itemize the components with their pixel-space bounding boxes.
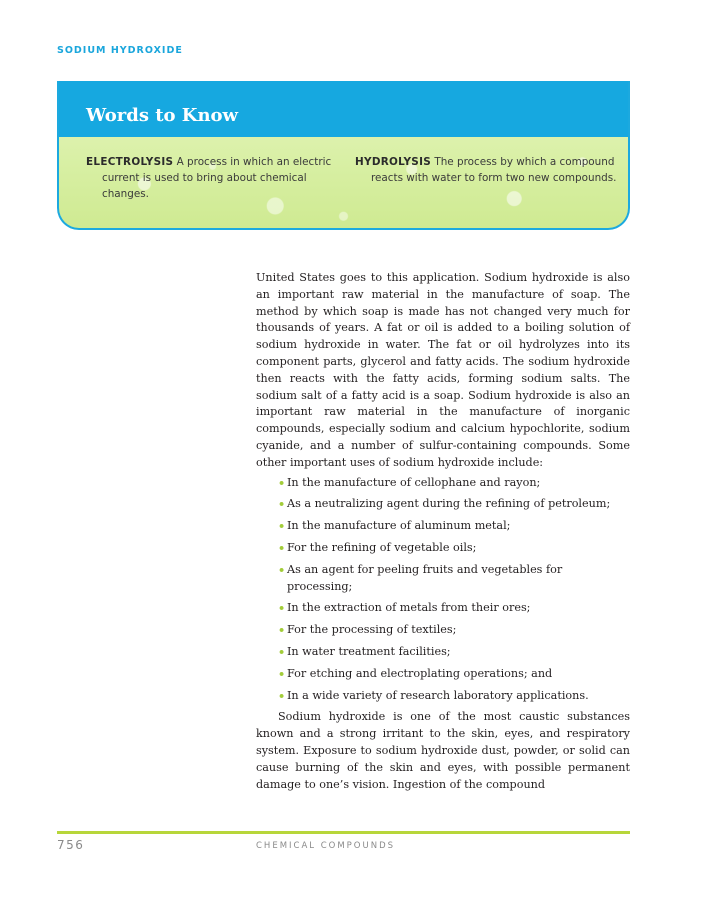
list-item	[256, 600, 630, 617]
running-head: SODIUM HYDROXIDE	[57, 45, 183, 56]
definition-text: A process in which an electric current is used to bring about chemical changes.	[102, 156, 332, 200]
bullet-icon: •	[278, 666, 286, 681]
uses-list	[256, 475, 630, 705]
definition-term: HYDROLYSIS	[355, 156, 432, 168]
words-to-know-box	[57, 81, 630, 230]
list-item-text: In water treatment facilities;	[287, 644, 451, 658]
list-item-text: As an agent for peeling fruits and vegetables for processing;	[287, 562, 563, 593]
page-number: 756	[57, 838, 85, 852]
list-item-text: In the extraction of metals from their ores;	[287, 601, 531, 615]
list-item-text: As a neutralizing agent during the refining of petroleum;	[287, 497, 611, 511]
list-item-text: For etching and electroplating operations; and	[287, 666, 553, 680]
bullet-icon: •	[278, 562, 286, 577]
list-item	[256, 540, 630, 557]
definition-term: ELECTROLYSIS	[86, 156, 174, 168]
bullet-icon: •	[278, 540, 286, 555]
list-item	[256, 562, 630, 596]
bullet-icon: •	[278, 475, 286, 490]
list-item-text: In the manufacture of cellophane and rayon;	[287, 475, 541, 489]
bullet-icon: •	[278, 519, 286, 534]
bullet-icon: •	[278, 623, 286, 638]
list-item-text: In the manufacture of aluminum metal;	[287, 519, 511, 533]
list-item	[256, 518, 630, 535]
list-item	[256, 496, 630, 513]
body-text	[256, 270, 630, 793]
list-item	[256, 644, 630, 661]
list-item	[256, 666, 630, 683]
bullet-icon: •	[278, 644, 286, 659]
bullet-icon: •	[278, 497, 286, 512]
bullet-icon: •	[278, 688, 286, 703]
list-item	[256, 475, 630, 492]
definition-electrolysis	[86, 154, 352, 202]
words-to-know-title: Words to Know	[86, 105, 239, 126]
definition-text: The process by which a compound reacts with water to form two new compounds.	[371, 156, 617, 184]
definition-hydrolysis	[355, 154, 621, 186]
intro-paragraph: United States goes to this application. Sodium hydroxide is also an important raw material in the manufacture of soap. The method by which soap is made has not changed very much for thousands of years. A fat or oil is added to a boiling solution of sodium hydroxide in water. The fat or oil hydrolyzes into its component parts, glycerol and fatty acids. The sodium hydroxide then reacts with the fatty acids, forming sodium salts. The sodium salt of a fatty acid is a soap. Sodium hydroxide is also an important raw material in the manufacture of inorganic compounds, especially sodium and calcium hypochlorite, sodium cyanide, and a number of sulfur-containing compounds. Some other important uses of sodium hydroxide include:	[256, 271, 630, 469]
footer-rule	[57, 831, 630, 834]
list-item	[256, 622, 630, 639]
list-item-text: In a wide variety of research laboratory applications.	[287, 688, 589, 702]
list-item-text: For the refining of vegetable oils;	[287, 540, 477, 554]
footer-book-title: CHEMICAL COMPOUNDS	[256, 841, 396, 851]
bullet-icon: •	[278, 601, 286, 616]
list-item	[256, 688, 630, 705]
list-item-text: For the processing of textiles;	[287, 623, 457, 637]
closing-paragraph: Sodium hydroxide is one of the most caustic substances known and a strong irritant to the skin, eyes, and respiratory system. Exposure to sodium hydroxide dust, powder, or solid can cause burning of the skin and eyes, with possible permanent damage to one’s vision. Ingestion of the compound	[256, 710, 630, 791]
words-to-know-header	[59, 81, 628, 137]
